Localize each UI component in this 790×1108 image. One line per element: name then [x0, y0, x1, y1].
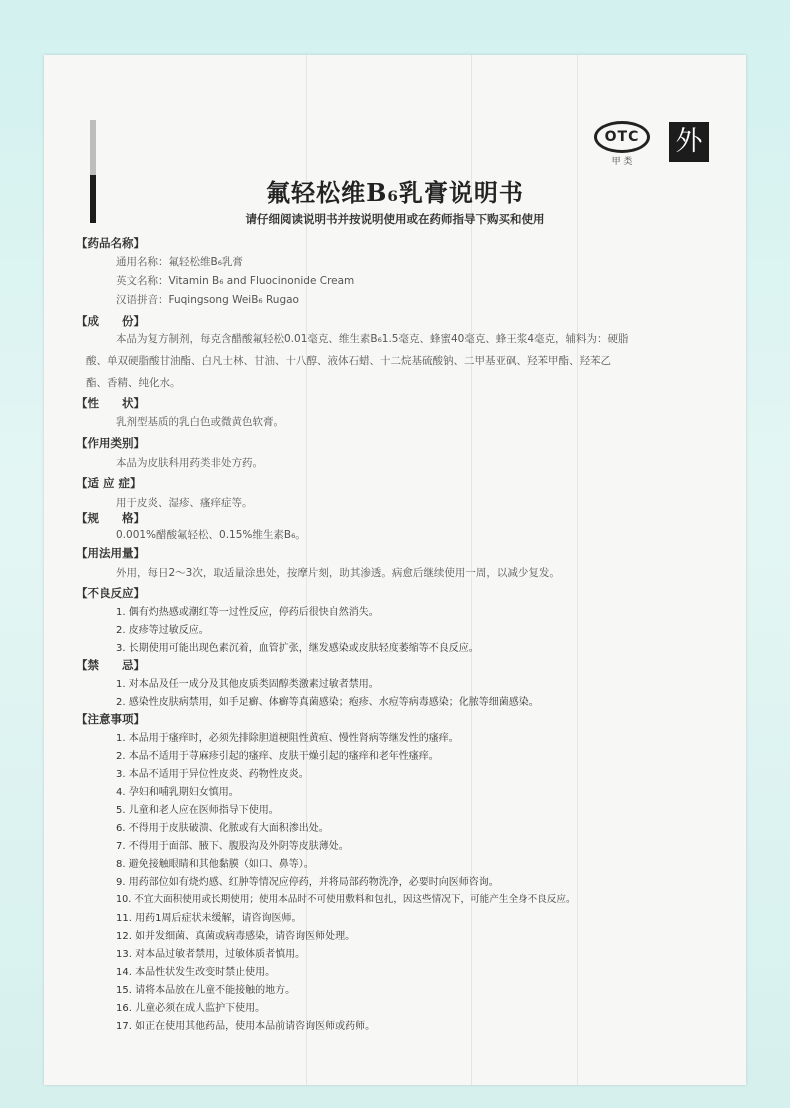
section-heading-ingredients: 【成 份】 — [76, 314, 145, 328]
section-heading-spec: 【规 格】 — [76, 511, 145, 525]
section-heading-usage: 【用法用量】 — [76, 546, 145, 560]
contra-item: 2. 感染性皮肤病禁用，如手足癣、体癣等真菌感染；疱疹、水痘等病毒感染；化脓等细菌感染。 — [116, 697, 539, 708]
note-item: 8. 避免接触眼睛和其他黏膜（如口、鼻等）。 — [116, 859, 314, 870]
spec-text: 0.001%醋酸氟轻松、0.15%维生素B₆。 — [116, 529, 306, 541]
appearance-text: 乳剂型基质的乳白色或微黄色软膏。 — [116, 416, 284, 428]
adverse-item: 3. 长期使用可能出现色素沉着，血管扩张，继发感染或皮肤轻度萎缩等不良反应。 — [116, 643, 479, 654]
ingredients-line: 酯、香精、纯化水。 — [86, 377, 181, 389]
note-item: 10. 不宜大面积使用或长期使用；使用本品时不可使用敷料和包扎，因这些情况下，可能产生全身不良反应。 — [116, 894, 576, 905]
adverse-item: 2. 皮疹等过敏反应。 — [116, 625, 209, 636]
section-heading-adverse: 【不良反应】 — [76, 586, 145, 600]
leaflet-sheet — [44, 55, 746, 1085]
english-name: 英文名称：Vitamin B₆ and Fluocinonide Cream — [116, 275, 355, 287]
otc-class-label: 甲 类 — [611, 157, 633, 167]
note-item: 6. 不得用于皮肤破溃、化脓或有大面积渗出处。 — [116, 823, 329, 834]
fold-line — [577, 55, 578, 1085]
note-item: 11. 用药1周后症状未缓解，请咨询医师。 — [116, 913, 302, 924]
note-item: 7. 不得用于面部、腋下、腹股沟及外阴等皮肤薄处。 — [116, 841, 349, 852]
contra-item: 1. 对本品及任一成分及其他皮质类固醇类激素过敏者禁用。 — [116, 679, 379, 690]
note-item: 3. 本品不适用于异位性皮炎、药物性皮炎。 — [116, 769, 309, 780]
ingredients-line: 本品为复方制剂，每克含醋酸氟轻松0.01毫克、维生素B₆1.5毫克、蜂蜜40毫克、蜂王浆4毫克，辅料为：硬脂 — [116, 333, 629, 345]
note-item: 4. 孕妇和哺乳期妇女慎用。 — [116, 787, 239, 798]
section-heading-appearance: 【性 状】 — [76, 396, 145, 410]
section-heading-notes: 【注意事项】 — [76, 712, 145, 726]
usage-text: 外用，每日2～3次，取适量涂患处，按摩片刻，助其渗透。病愈后继续使用一周，以减少复发。 — [116, 567, 560, 579]
note-item: 13. 对本品过敏者禁用，过敏体质者慎用。 — [116, 949, 306, 960]
section-heading-category: 【作用类别】 — [76, 436, 145, 450]
indications-text: 用于皮炎、湿疹、瘙痒症等。 — [116, 497, 253, 509]
note-item: 14. 本品性状发生改变时禁止使用。 — [116, 967, 276, 978]
pinyin-name: 汉语拼音：Fuqingsong WeiB₆ Rugao — [116, 294, 299, 306]
note-item: 5. 儿童和老人应在医师指导下使用。 — [116, 805, 279, 816]
note-item: 16. 儿童必须在成人监护下使用。 — [116, 1003, 266, 1014]
otc-logo: OTC — [594, 121, 650, 153]
edge-bar-grey — [90, 120, 96, 175]
page-title: 氟轻松维B₆乳膏说明书 — [266, 178, 524, 207]
adverse-item: 1. 偶有灼热感或潮红等一过性反应，停药后很快自然消失。 — [116, 607, 379, 618]
note-item: 9. 用药部位如有烧灼感、红肿等情况应停药，并将局部药物洗净，必要时向医师咨询。 — [116, 877, 499, 888]
section-heading-indications: 【适 应 症】 — [76, 476, 142, 490]
note-item: 15. 请将本品放在儿童不能接触的地方。 — [116, 985, 296, 996]
otc-badge — [594, 121, 650, 165]
common-name: 通用名称：氟轻松维B₆乳膏 — [116, 256, 243, 268]
note-item: 17. 如正在使用其他药品，使用本品前请咨询医师或药师。 — [116, 1021, 376, 1032]
category-text: 本品为皮肤科用药类非处方药。 — [116, 457, 263, 469]
ingredients-line: 酸、单双硬脂酸甘油酯、白凡士林、甘油、十八醇、液体石蜡、十二烷基硫酸钠、二甲基亚砜、羟苯甲酯、羟苯乙 — [86, 355, 611, 367]
section-heading-name: 【药品名称】 — [76, 236, 145, 250]
external-use-badge: 外 — [669, 122, 709, 162]
page-subtitle: 请仔细阅读说明书并按说明使用或在药师指导下购买和使用 — [245, 212, 545, 226]
section-heading-contraindications: 【禁 忌】 — [76, 658, 145, 672]
note-item: 1. 本品用于瘙痒时，必须先排除胆道梗阻性黄疸、慢性肾病等继发性的瘙痒。 — [116, 733, 459, 744]
note-item: 12. 如并发细菌、真菌或病毒感染，请咨询医师处理。 — [116, 931, 356, 942]
note-item: 2. 本品不适用于荨麻疹引起的瘙痒、皮肤干燥引起的瘙痒和老年性瘙痒。 — [116, 751, 439, 762]
